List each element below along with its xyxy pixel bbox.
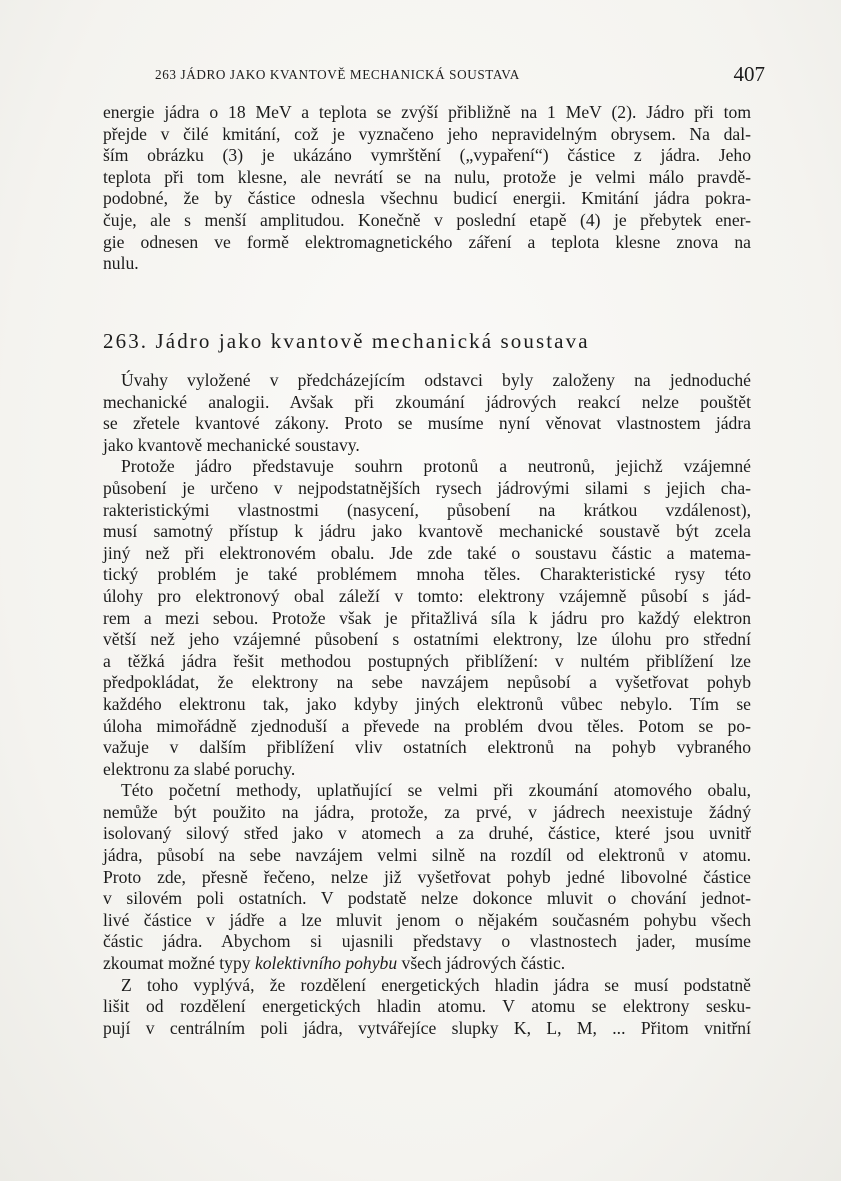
text-run: zkoumat možné typy	[103, 953, 255, 974]
paragraph	[103, 975, 751, 1040]
text-line: jádra, působí na sebe navzájem velmi silně na rozdíl od elektronů v atomu.	[103, 845, 751, 866]
text-line: nemůže být použito na jádra, protože, za prvé, v jádrech neexistuje žádný	[103, 801, 751, 822]
text-line: nulu.	[103, 253, 139, 274]
text-line: rem a mezi sebou. Protože však je přitažlivá síla k jádru pro každý elektron	[103, 607, 751, 628]
text-line: isolovaný silový střed jako v atomech a za druhé, částice, které jsou uvnitř	[103, 823, 751, 844]
text-line: úlohy pro elektronový obal záleží v tomto: elektrony vzájemně působí s jád-	[103, 585, 751, 606]
text-line: tický problém je také problémem mnoha těles. Charakteristické rysy této	[103, 564, 751, 585]
italic-term: kolektivního pohybu	[254, 953, 398, 974]
text-line: teplota při tom klesne, ale nevrátí se na nulu, protože je velmi málo pravdě-	[103, 166, 751, 187]
text-line: částic jádra. Abychom si ujasnili představy o vlastnostech jader, musíme	[103, 931, 751, 952]
text-line: předpokládat, že elektrony na sebe navzájem nepůsobí a vyšetřovat pohyb	[103, 672, 751, 693]
text-line: Proto zde, přesně řečeno, nelze již vyšetřovat pohyb jedné libovolné částice	[103, 866, 751, 887]
text-line: čuje, ale s menší amplitudou. Konečně v poslední etapě (4) je přebytek ener-	[103, 209, 751, 230]
text-line: pují v centrálním poli jádra, vytvářejíce slupky K, L, M, ... Přitom vnitřní	[103, 1017, 751, 1038]
text-line: lišit od rozdělení energetických hladin atomu. V atomu se elektrony sesku-	[103, 996, 751, 1017]
running-header	[155, 60, 765, 84]
paragraph	[103, 780, 751, 974]
text-line: musí samotný přístup k jádru jako kvantově mechanické soustavě být zcela	[103, 521, 751, 542]
text-line: Protože jádro představuje souhrn protonů a neutronů, jejichž vzájemné	[121, 456, 751, 477]
text-line: větší než jeho vzájemné působení s ostatními elektrony, lze úlohu pro střední	[103, 629, 751, 650]
text-line: rakteristickými vlastnostmi (nasycení, působení na krátkou vzdálenost),	[103, 499, 751, 520]
paragraph	[103, 456, 751, 780]
text-line: ším obrázku (3) je ukázáno vymrštění („vypaření“) částice z jádra. Jeho	[103, 145, 751, 166]
text-line: jako kvantově mechanické soustavy.	[103, 434, 360, 455]
text-line: Z toho vyplývá, že rozdělení energetických hladin jádra se musí podstatně	[121, 974, 751, 995]
section-body	[103, 370, 751, 1039]
text-line: působení je určeno v nejpodstatnějších rysech jádrovými silami s jejich cha-	[103, 477, 751, 498]
text-line: každého elektronu tak, jako kdyby jiných elektronů vůbec nebylo. Tím se	[103, 693, 751, 714]
text-line: přejde v čilé kmitání, což je vyznačeno jeho nepravidelným obrysem. Na dal-	[103, 123, 751, 144]
page-number: 407	[733, 62, 765, 86]
text-line: elektronu za slabé poruchy.	[103, 758, 296, 779]
paragraph	[103, 370, 751, 456]
text-line: úloha mimořádně zjednoduší a převede na problém dvou těles. Potom se po-	[103, 715, 751, 736]
text-line: a těžká jádra řešit methodou postupných přiblížení: v nultém přiblížení lze	[103, 650, 751, 671]
section-heading: 263. Jádro jako kvantově mechanická soustava	[103, 329, 590, 353]
text-line	[103, 953, 751, 975]
text-line: se zřetele kvantové zákony. Proto se musíme nyní věnovat vlastnostem jádra	[103, 413, 751, 434]
text-line: jiný než při elektronovém obalu. Jde zde také o soustavu částic a matema-	[103, 542, 751, 563]
text-line: Této početní methody, uplatňující se velmi při zkoumání atomového obalu,	[121, 780, 751, 801]
running-title: 263 JÁDRO JAKO KVANTOVĚ MECHANICKÁ SOUSTAVA	[155, 67, 520, 82]
text-line: gie odnesen ve formě elektromagnetického záření a teplota klesne znova na	[103, 231, 751, 252]
text-line: livé částice v jádře a lze mluvit jenom o nějakém současném pohybu všech	[103, 909, 751, 930]
text-line: podobné, že by částice odnesla všechnu budicí energii. Kmitání jádra pokra-	[103, 188, 751, 209]
text-line: važuje v dalším přiblížení vliv ostatních elektronů na pohyb vybraného	[103, 737, 751, 758]
text-line: Úvahy vyložené v předcházejícím odstavci byly založeny na jednoduché	[121, 370, 751, 390]
text-line: energie jádra o 18 MeV a teplota se zvýší přibližně na 1 MeV (2). Jádro při tom	[103, 102, 751, 122]
text-run: všech jádrových částic.	[397, 953, 566, 974]
text-line: v silovém poli ostatních. V podstatě nelze dokonce mluvit o chování jednot-	[103, 888, 751, 909]
text-line: mechanické analogii. Avšak při zkoumání jádrových reakcí nelze pouštět	[103, 391, 751, 412]
intro-paragraph	[103, 102, 751, 275]
